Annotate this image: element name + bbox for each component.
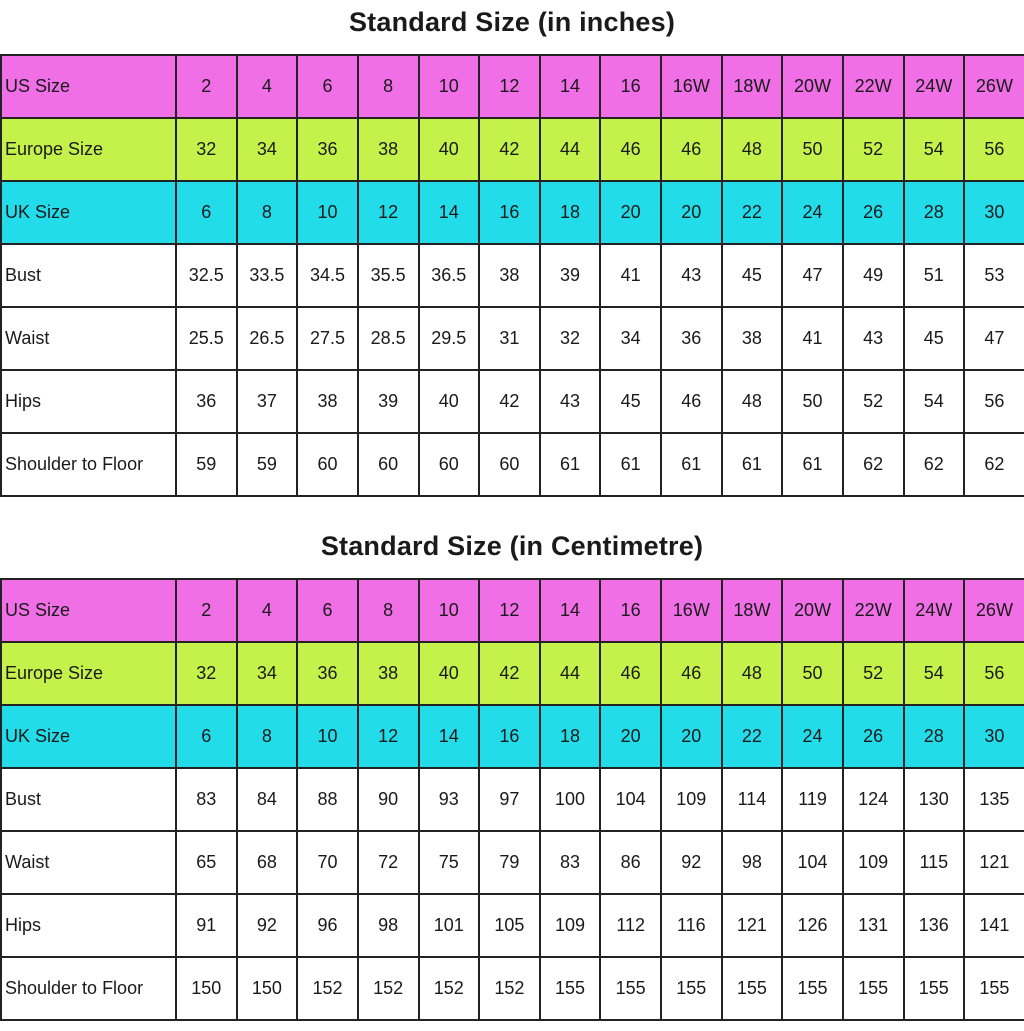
table-cell: 109 — [661, 768, 722, 831]
table-cell: 28 — [904, 181, 965, 244]
table-cell: 155 — [540, 957, 601, 1020]
table-cell: 109 — [540, 894, 601, 957]
table-cell: 32 — [176, 642, 237, 705]
table-cell: 98 — [358, 894, 419, 957]
table-cell: 53 — [964, 244, 1024, 307]
table-cell: 6 — [297, 55, 358, 118]
table-cell: 18 — [540, 705, 601, 768]
row-label: Shoulder to Floor — [1, 957, 176, 1020]
row-label: US Size — [1, 55, 176, 118]
table-cell: 30 — [964, 181, 1024, 244]
shoulder-to-floor-row — [1, 957, 1024, 1020]
table-cell: 101 — [419, 894, 480, 957]
table-cell: 18 — [540, 181, 601, 244]
table-cell: 96 — [297, 894, 358, 957]
us-size-row — [1, 579, 1024, 642]
table-cell: 25.5 — [176, 307, 237, 370]
table-cell: 12 — [479, 55, 540, 118]
table-cell: 37 — [237, 370, 298, 433]
table-cell: 116 — [661, 894, 722, 957]
table-cell: 28 — [904, 705, 965, 768]
table-cell: 40 — [419, 642, 480, 705]
table-cell: 152 — [479, 957, 540, 1020]
table-cell: 4 — [237, 579, 298, 642]
table-cell: 152 — [358, 957, 419, 1020]
table-cell: 32 — [540, 307, 601, 370]
table-cell: 34 — [237, 642, 298, 705]
table-cell: 20 — [600, 705, 661, 768]
table-cell: 26 — [843, 705, 904, 768]
table-cell: 38 — [358, 118, 419, 181]
table-cell: 12 — [479, 579, 540, 642]
table-cell: 124 — [843, 768, 904, 831]
table-cell: 56 — [964, 642, 1024, 705]
table-cell: 83 — [540, 831, 601, 894]
table-cell: 41 — [600, 244, 661, 307]
row-label: UK Size — [1, 705, 176, 768]
table-cell: 46 — [661, 118, 722, 181]
table-cell: 46 — [600, 118, 661, 181]
table-cell: 59 — [237, 433, 298, 496]
table-cell: 14 — [540, 579, 601, 642]
centimetre-size-table — [0, 578, 1024, 1021]
europe-size-row — [1, 118, 1024, 181]
table-cell: 60 — [297, 433, 358, 496]
table-cell: 43 — [843, 307, 904, 370]
table-cell: 34 — [600, 307, 661, 370]
table-cell: 155 — [964, 957, 1024, 1020]
table-cell: 38 — [479, 244, 540, 307]
table-cell: 30 — [964, 705, 1024, 768]
table-cell: 42 — [479, 370, 540, 433]
table-cell: 49 — [843, 244, 904, 307]
table-cell: 2 — [176, 579, 237, 642]
table-cell: 60 — [419, 433, 480, 496]
table-cell: 105 — [479, 894, 540, 957]
table-cell: 104 — [600, 768, 661, 831]
inches-table-title: Standard Size (in inches) — [348, 7, 676, 37]
bust-row — [1, 768, 1024, 831]
table-cell: 16 — [479, 705, 540, 768]
table-cell: 75 — [419, 831, 480, 894]
table-cell: 43 — [661, 244, 722, 307]
europe-size-row — [1, 642, 1024, 705]
table-cell: 46 — [600, 642, 661, 705]
uk-size-row — [1, 181, 1024, 244]
table-cell: 135 — [964, 768, 1024, 831]
table-cell: 20 — [600, 181, 661, 244]
table-cell: 100 — [540, 768, 601, 831]
table-cell: 48 — [722, 370, 783, 433]
row-label: Waist — [1, 307, 176, 370]
table-cell: 141 — [964, 894, 1024, 957]
table-cell: 115 — [904, 831, 965, 894]
table-cell: 20W — [782, 55, 843, 118]
table-cell: 16W — [661, 579, 722, 642]
table-cell: 31 — [479, 307, 540, 370]
table-cell: 36 — [661, 307, 722, 370]
table-cell: 155 — [722, 957, 783, 1020]
table-cell: 136 — [904, 894, 965, 957]
table-cell: 152 — [419, 957, 480, 1020]
bust-row — [1, 244, 1024, 307]
table-cell: 152 — [297, 957, 358, 1020]
table-cell: 16 — [600, 55, 661, 118]
table-cell: 45 — [904, 307, 965, 370]
table-cell: 22W — [843, 579, 904, 642]
table-cell: 36.5 — [419, 244, 480, 307]
table-cell: 50 — [782, 118, 843, 181]
table-cell: 90 — [358, 768, 419, 831]
table-cell: 50 — [782, 370, 843, 433]
table-cell: 26.5 — [237, 307, 298, 370]
table-cell: 10 — [419, 55, 480, 118]
table-cell: 121 — [722, 894, 783, 957]
table-cell: 20 — [661, 705, 722, 768]
table-cell: 20 — [661, 181, 722, 244]
table-cell: 44 — [540, 642, 601, 705]
table-cell: 62 — [843, 433, 904, 496]
row-label: Europe Size — [1, 642, 176, 705]
table-cell: 20W — [782, 579, 843, 642]
table-cell: 6 — [176, 181, 237, 244]
table-cell: 16 — [479, 181, 540, 244]
table-cell: 52 — [843, 642, 904, 705]
table-cell: 38 — [722, 307, 783, 370]
row-label: Shoulder to Floor — [1, 433, 176, 496]
table-cell: 61 — [540, 433, 601, 496]
table-cell: 62 — [964, 433, 1024, 496]
table-cell: 93 — [419, 768, 480, 831]
table-cell: 8 — [237, 705, 298, 768]
table-cell: 46 — [661, 642, 722, 705]
table-cell: 119 — [782, 768, 843, 831]
table-cell: 10 — [419, 579, 480, 642]
table-cell: 86 — [600, 831, 661, 894]
table-cell: 34.5 — [297, 244, 358, 307]
table-cell: 16W — [661, 55, 722, 118]
row-label: Europe Size — [1, 118, 176, 181]
table-cell: 46 — [661, 370, 722, 433]
table-cell: 24W — [904, 55, 965, 118]
table-cell: 48 — [722, 642, 783, 705]
table-cell: 4 — [237, 55, 298, 118]
row-label: Bust — [1, 768, 176, 831]
table-cell: 126 — [782, 894, 843, 957]
table-cell: 42 — [479, 118, 540, 181]
table-cell: 26 — [843, 181, 904, 244]
table-cell: 98 — [722, 831, 783, 894]
uk-size-row — [1, 705, 1024, 768]
waist-row — [1, 831, 1024, 894]
table-cell: 2 — [176, 55, 237, 118]
shoulder-to-floor-row — [1, 433, 1024, 496]
table-cell: 61 — [782, 433, 843, 496]
table-cell: 54 — [904, 370, 965, 433]
table-cell: 50 — [782, 642, 843, 705]
table-cell: 36 — [297, 118, 358, 181]
row-label: Hips — [1, 894, 176, 957]
table-cell: 54 — [904, 118, 965, 181]
table-cell: 68 — [237, 831, 298, 894]
table-cell: 56 — [964, 118, 1024, 181]
table-cell: 34 — [237, 118, 298, 181]
table-cell: 10 — [297, 181, 358, 244]
table-cell: 33.5 — [237, 244, 298, 307]
table-cell: 45 — [600, 370, 661, 433]
table-cell: 84 — [237, 768, 298, 831]
table-cell: 40 — [419, 370, 480, 433]
table-cell: 39 — [540, 244, 601, 307]
table-cell: 61 — [722, 433, 783, 496]
table-cell: 35.5 — [358, 244, 419, 307]
table-cell: 43 — [540, 370, 601, 433]
table-cell: 60 — [479, 433, 540, 496]
table-cell: 32 — [176, 118, 237, 181]
table-cell: 60 — [358, 433, 419, 496]
table-cell: 18W — [722, 55, 783, 118]
table-cell: 83 — [176, 768, 237, 831]
table-cell: 65 — [176, 831, 237, 894]
table-cell: 24 — [782, 705, 843, 768]
row-label: Hips — [1, 370, 176, 433]
table-cell: 26W — [964, 579, 1024, 642]
table-cell: 27.5 — [297, 307, 358, 370]
table-cell: 38 — [358, 642, 419, 705]
row-label: US Size — [1, 579, 176, 642]
waist-row — [1, 307, 1024, 370]
table-cell: 22 — [722, 181, 783, 244]
table-cell: 47 — [964, 307, 1024, 370]
table-cell: 61 — [600, 433, 661, 496]
table-cell: 44 — [540, 118, 601, 181]
table-cell: 112 — [600, 894, 661, 957]
row-label: Bust — [1, 244, 176, 307]
table-cell: 26W — [964, 55, 1024, 118]
table-cell: 14 — [419, 705, 480, 768]
table-cell: 8 — [358, 55, 419, 118]
table-cell: 109 — [843, 831, 904, 894]
table-cell: 6 — [297, 579, 358, 642]
us-size-row — [1, 55, 1024, 118]
table-cell: 14 — [419, 181, 480, 244]
table-cell: 39 — [358, 370, 419, 433]
table-cell: 150 — [237, 957, 298, 1020]
table-cell: 97 — [479, 768, 540, 831]
table-cell: 10 — [297, 705, 358, 768]
table-cell: 12 — [358, 181, 419, 244]
table-cell: 155 — [661, 957, 722, 1020]
table-cell: 104 — [782, 831, 843, 894]
table-cell: 59 — [176, 433, 237, 496]
table-cell: 56 — [964, 370, 1024, 433]
table-cell: 88 — [297, 768, 358, 831]
hips-row — [1, 370, 1024, 433]
table-cell: 91 — [176, 894, 237, 957]
table-cell: 22 — [722, 705, 783, 768]
table-cell: 45 — [722, 244, 783, 307]
table-cell: 155 — [904, 957, 965, 1020]
table-cell: 12 — [358, 705, 419, 768]
table-cell: 51 — [904, 244, 965, 307]
inches-size-table — [0, 54, 1024, 497]
table-cell: 22W — [843, 55, 904, 118]
table-cell: 38 — [297, 370, 358, 433]
table-cell: 52 — [843, 118, 904, 181]
table-cell: 92 — [237, 894, 298, 957]
table-cell: 72 — [358, 831, 419, 894]
table-cell: 130 — [904, 768, 965, 831]
table-cell: 52 — [843, 370, 904, 433]
table-cell: 6 — [176, 705, 237, 768]
table-cell: 14 — [540, 55, 601, 118]
table-cell: 29.5 — [419, 307, 480, 370]
table-cell: 79 — [479, 831, 540, 894]
table-cell: 48 — [722, 118, 783, 181]
hips-row — [1, 894, 1024, 957]
row-label: UK Size — [1, 181, 176, 244]
table-cell: 155 — [843, 957, 904, 1020]
table-cell: 28.5 — [358, 307, 419, 370]
table-cell: 62 — [904, 433, 965, 496]
table-cell: 150 — [176, 957, 237, 1020]
row-label: Waist — [1, 831, 176, 894]
table-cell: 18W — [722, 579, 783, 642]
table-cell: 8 — [358, 579, 419, 642]
table-cell: 70 — [297, 831, 358, 894]
table-cell: 121 — [964, 831, 1024, 894]
table-cell: 131 — [843, 894, 904, 957]
table-cell: 42 — [479, 642, 540, 705]
table-cell: 40 — [419, 118, 480, 181]
table-cell: 47 — [782, 244, 843, 307]
table-cell: 155 — [600, 957, 661, 1020]
table-cell: 32.5 — [176, 244, 237, 307]
table-cell: 8 — [237, 181, 298, 244]
table-cell: 54 — [904, 642, 965, 705]
centimetre-table-title: Standard Size (in Centimetre) — [320, 531, 704, 561]
table-cell: 61 — [661, 433, 722, 496]
table-cell: 24W — [904, 579, 965, 642]
table-cell: 92 — [661, 831, 722, 894]
table-cell: 155 — [782, 957, 843, 1020]
table-cell: 36 — [297, 642, 358, 705]
table-cell: 24 — [782, 181, 843, 244]
table-cell: 36 — [176, 370, 237, 433]
table-cell: 16 — [600, 579, 661, 642]
table-cell: 41 — [782, 307, 843, 370]
table-cell: 114 — [722, 768, 783, 831]
